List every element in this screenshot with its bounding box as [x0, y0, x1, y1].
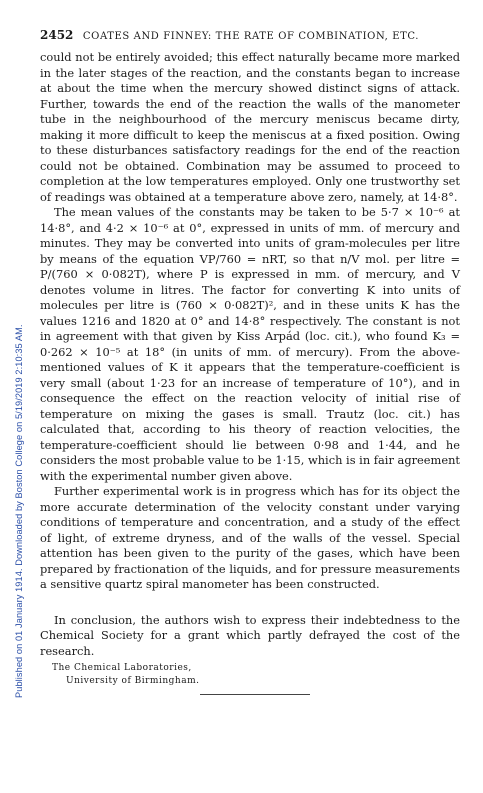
end-rule	[200, 694, 310, 695]
paragraph-further-work: Further experimental work is in progress which has for its object the more accurate determination of the velocity constant under varying conditions of temperature and concentration, and a study of the effect of light, of extreme dryness, and of the walls of the vessel. Special attention has been given to the purity of the gases, which have been prepared by fractionation of the liquids, and for pressure measurements a sensitive quartz spiral manometer has been constructed.	[40, 484, 460, 591]
affiliation-line-2: University of Birmingham.	[66, 676, 200, 686]
page-number: 2452	[40, 28, 74, 42]
running-header	[40, 28, 460, 44]
page	[40, 28, 460, 695]
affiliation	[40, 662, 460, 688]
download-watermark-text: Published on 01 January 1914. Downloaded by Boston College on 5/19/2019 2:10:35 AM.	[14, 324, 24, 698]
running-title: COATES AND FINNEY: THE RATE OF COMBINATION, ETC.	[82, 31, 420, 42]
affiliation-line-1: The Chemical Laboratories,	[52, 663, 192, 673]
paragraph-continuation: could not be entirely avoided; this effect naturally became more marked in the later stages of the reaction, and the constants began to increase at about the time when the mercury showed distinct signs of attack. Further, towards the end of the reaction the walls of the manometer tube in the neighbourhood of the mercury meniscus became dirty, making it more difficult to keep the meniscus at a fixed position. Owing to these disturbances satisfactory readings for the end of the reaction could not be obtained. Combination may be assumed to proceed to completion at the low temperatures employed. Only one trustworthy set of readings was obtained at a temperature above zero, namely, at 14·8°.	[40, 50, 460, 204]
article-body	[40, 50, 460, 659]
paragraph-constants: The mean values of the constants may be taken to be 5·7 × 10⁻⁶ at 14·8°, and 4·2 × 10⁻⁶ at 0°, expressed in units of mm. of mercury and minutes. They may be converted into units of gram-molecules per litre by means of the equation VP/760 = nRT, so that n/V mol. per litre = P/(760 × 0·082T), where P is expressed in mm. of mercury, and V denotes volume in litres. The factor for converting K into units of molecules per litre is (760 × 0·082T)², and in these units K has the values 1216 and 1820 at 0° and 14·8° respectively. The constant is not in agreement with that given by Kiss Arpád (loc. cit.), who found K₃ = 0·262 × 10⁻⁵ at 18° (in units of mm. of mercury). From the above-mentioned values of K it appears that the temperature-coefficient is very small (about 1·23 for an increase of temperature of 10°), and in consequence the effect on the reaction velocity of initial rise of temperature on mixing the gases is small. Trautz (loc. cit.) has calculated that, according to his theory of reaction velocities, the temperature-coefficient should lie between 0·98 and 1·44, and he considers the most probable value to be 1·15, which is in fair agreement with the experimental number given above.	[40, 205, 460, 483]
paragraph-acknowledgement: In conclusion, the authors wish to express their indebtedness to the Chemical Society for a grant which partly defrayed the cost of the research.	[40, 612, 460, 658]
download-watermark	[4, 8, 24, 708]
